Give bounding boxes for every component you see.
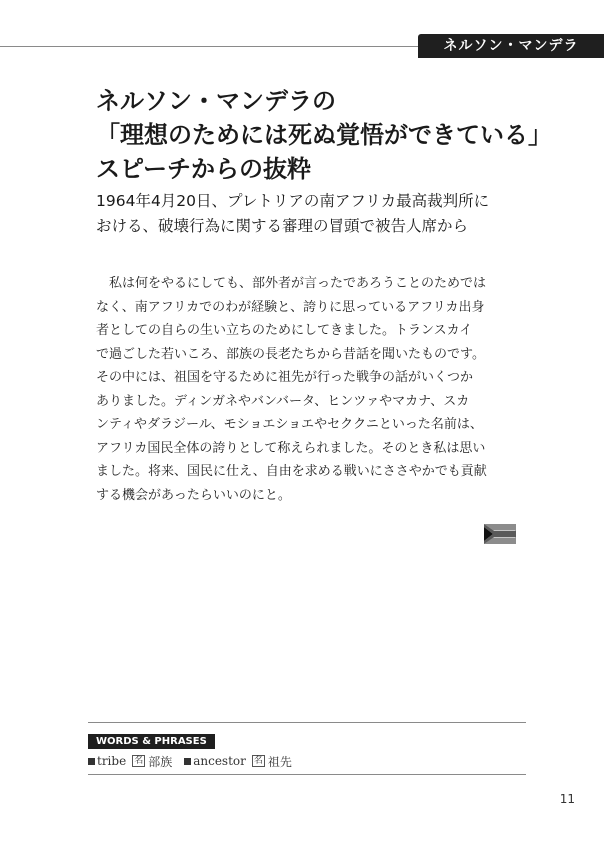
- title-line: 「理想のためには死ぬ覚悟ができている」: [96, 121, 552, 149]
- vocab-meaning: 祖先: [267, 754, 292, 769]
- body-line: ンティやダラジール、モショエショエやセククニといった名前は、: [96, 417, 483, 432]
- body-line: 者としての自らの生い立ちのためにしてきました。トランスカイ: [96, 323, 473, 338]
- words-phrases-label: WORDS & PHRASES: [88, 734, 215, 749]
- title-line: スピーチからの抜粋: [96, 155, 312, 183]
- vocab-item-ancestor: [184, 753, 292, 770]
- header-rule: [0, 46, 418, 47]
- words-phrases-rule-bottom: [88, 774, 526, 775]
- vocab-item-tribe: [88, 753, 172, 770]
- square-bullet-icon: [88, 758, 95, 765]
- body-line: ました。将来、国民に仕え、自由を求める戦いにささやかでも貢献: [96, 464, 487, 479]
- square-bullet-icon: [184, 758, 191, 765]
- page-title: [96, 84, 576, 186]
- chapter-tab: ネルソン・マンデラ: [418, 34, 604, 58]
- subtitle-line: おける、破壊行為に関する審理の冒頭で被告人席から: [96, 217, 469, 235]
- part-of-speech-badge: 名: [134, 756, 144, 766]
- page-number: 11: [559, 792, 575, 806]
- subtitle: [96, 189, 536, 239]
- speech-excerpt: [96, 272, 536, 507]
- vocab-term: tribe: [97, 754, 127, 768]
- body-line: する機会があったらいいのにと。: [96, 487, 291, 503]
- body-line: 私は何をやるにしても、部外者が言ったであろうことのためでは: [96, 276, 487, 291]
- vocab-meaning: 部族: [148, 754, 173, 769]
- body-line: で過ごした若いころ、部族の長老たちから昔話を聞いたものです。: [96, 346, 485, 362]
- body-line: アフリカ国民全体の誇りとして称えられました。そのとき私は思い: [96, 440, 486, 456]
- body-line: その中には、祖国を守るために祖先が行った戦争の話がいくつか: [96, 370, 474, 385]
- part-of-speech-badge: 名: [253, 756, 263, 766]
- words-phrases-rule-top: [88, 722, 526, 723]
- body-line: ありました。ディンガネやバンバータ、ヒンツァやマカナ、スカ: [96, 393, 470, 409]
- title-line: ネルソン・マンデラの: [96, 87, 336, 115]
- south-africa-flag-icon: [484, 524, 516, 544]
- vocab-term: ancestor: [193, 754, 246, 768]
- subtitle-line: 1964年4月20日、プレトリアの南アフリカ最高裁判所に: [96, 192, 490, 210]
- words-phrases-list: [88, 752, 304, 770]
- body-line: なく、南アフリカでのわが経験と、誇りに思っているアフリカ出身: [96, 299, 485, 315]
